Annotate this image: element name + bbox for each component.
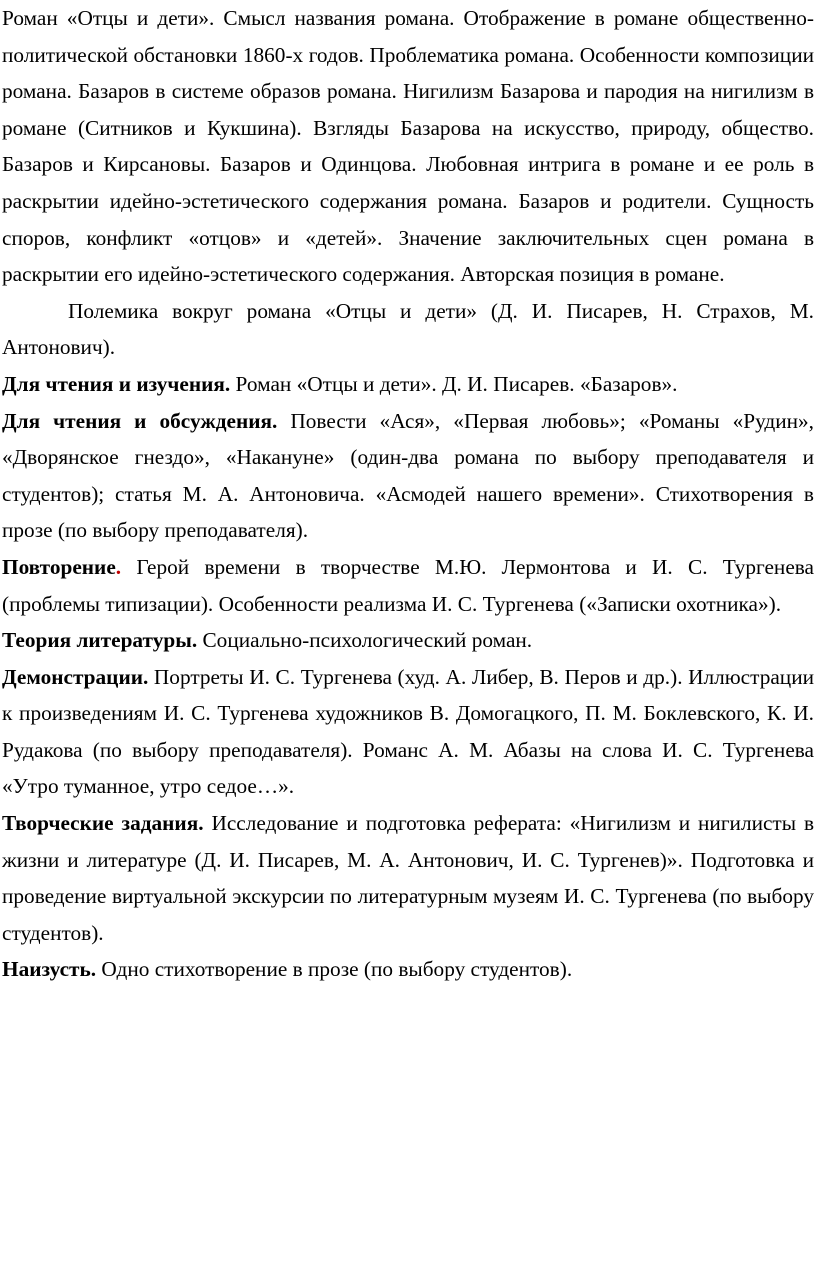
repetition-label: Повторение [2, 554, 116, 579]
reading-study-label: Для чтения и изучения. [2, 371, 231, 396]
memorize-label: Наизусть. [2, 957, 97, 982]
reading-discussion-label: Для чтения и обсуждения. [2, 408, 278, 433]
reading-study-paragraph [2, 366, 814, 403]
creative-text: Исследование и подготовка реферата: «Нигилизм и нигилисты в жизни и литературе (Д. И. Писарев, М. А. Антонович, И. С. Тургенев)». Подготовка и проведение виртуальной экскурсии по литературным музеям И. С. Тургенева (по выбору студентов). [2, 811, 814, 945]
creative-label: Творческие задания. [2, 811, 204, 836]
demonstrations-text: Портреты И. С. Тургенева (худ. А. Либер, В. Перов и др.). Иллюстрации к произведениям И. С. Тургенева художников В. Домогацкого, П. М. Боклевского, К. И. Рудакова (по выбору преподавателя). Романс А. М. Абазы на слова И. С. Тургенева «Утро туманное, утро седое…». [2, 664, 814, 799]
demonstrations-label: Демонстрации. [2, 664, 149, 689]
intro-paragraph: Роман «Отцы и дети». Смысл названия романа. Отображение в романе общественно-политической обстановки 1860-х годов. Проблематика романа. Особенности композиции романа. Базаров в системе образов романа. Нигилизм Базарова и пародия на нигилизм в романе (Ситников и Кукшина). Взгляды Базарова на искусство, природу, общество. Базаров и Кирсановы. Базаров и Одинцова. Любовная интрига в романе и ее роль в раскрытии идейно-эстетического содержания романа. Базаров и родители. Сущность споров, конфликт «отцов» и «детей». Значение заключительных сцен романа в раскрытии его идейно-эстетического содержания. Авторская позиция в романе. [2, 6, 814, 287]
reading-discussion-text: Повести «Ася», «Первая любовь»; «Романы «Рудин», «Дворянское гнездо», «Накануне» (один-два романа по выбору преподавателя и студентов); статья М. А. Антоновича. «Асмодей нашего времени». Стихотворения в прозе (по выбору преподавателя). [2, 408, 814, 543]
repetition-paragraph [2, 549, 814, 622]
repetition-red-dot: . [115, 554, 122, 579]
creative-paragraph [2, 805, 814, 951]
polemic-paragraph: Полемика вокруг романа «Отцы и дети» (Д. И. Писарев, Н. Страхов, М. Антонович). [2, 298, 814, 360]
theory-label: Теория литературы. [2, 628, 198, 653]
memorize-text: Одно стихотворение в прозе (по выбору студентов). [96, 957, 573, 982]
reading-discussion-paragraph [2, 403, 814, 549]
reading-study-text: Роман «Отцы и дети». Д. И. Писарев. «Базаров». [230, 371, 678, 396]
demonstrations-paragraph [2, 659, 814, 805]
theory-text: Социально-психологический роман. [197, 628, 533, 653]
memorize-paragraph [2, 951, 814, 988]
theory-paragraph [2, 622, 814, 659]
repetition-text: Герой времени в творчестве М.Ю. Лермонтова и И. С. Тургенева (проблемы типизации). Особенности реализма И. С. Тургенева («Записки охотника»). [2, 554, 814, 616]
